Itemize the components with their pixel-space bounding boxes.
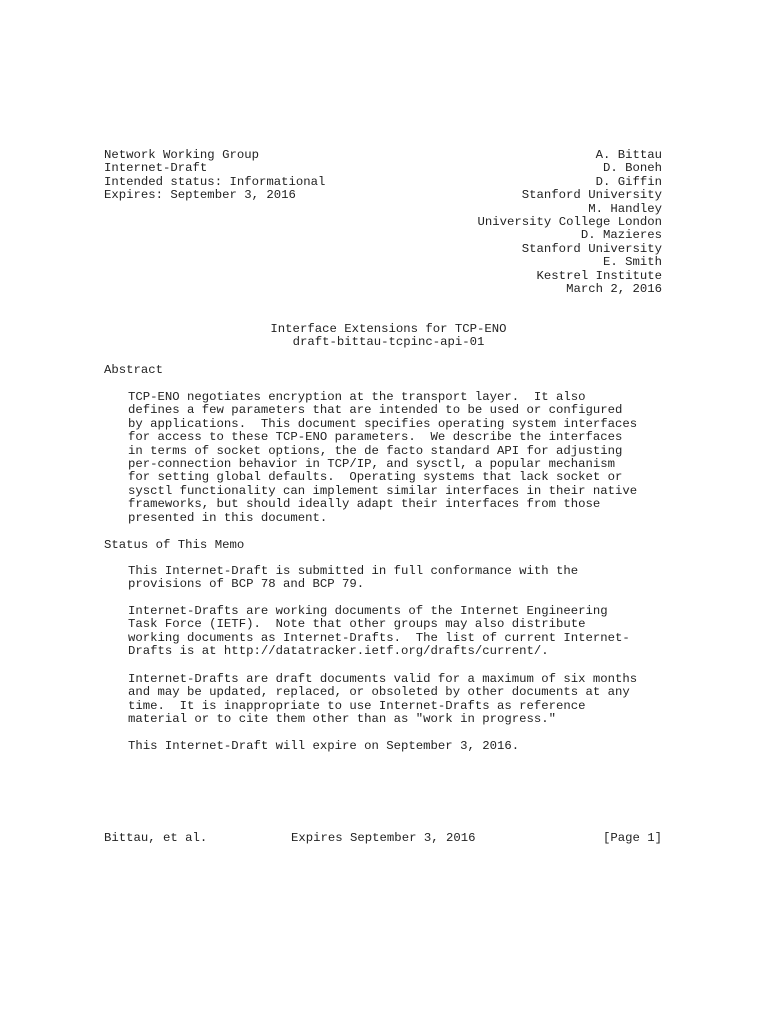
author-name: D. Mazieres [580,228,662,243]
header-left-block [104,149,325,203]
abstract-line: per-connection behavior in TCP/IP, and sysctl, a popular mechanism [128,457,616,472]
abstract-line: for access to these TCP-ENO parameters. We describe the interfaces [128,430,623,445]
status-line: This Internet-Draft is submitted in full conformance with the [128,564,579,578]
abstract-line: presented in this document. [128,510,328,525]
header-doc-type: Internet-Draft [104,161,208,176]
title-main: Interface Extensions for TCP-ENO [270,322,507,336]
status-paragraph [128,565,668,592]
title-draft-name: draft-bittau-tcpinc-api-01 [292,335,485,350]
author-affiliation: Stanford University [521,188,662,203]
status-line: Drafts is at http://datatracker.ietf.org/drafts/current/. [128,644,549,659]
status-line: Task Force (IETF). Note that other groups may also distribute [128,617,586,632]
header-authors-block [478,149,662,296]
footer-authors: Bittau, et al. [104,831,208,845]
footer-page-number: [Page 1] [602,831,662,845]
document-date: March 2, 2016 [566,282,662,297]
abstract-line: frameworks, but should ideally adapt their interfaces from those [128,497,601,512]
author-name: D. Boneh [602,161,662,176]
status-line: working documents as Internet-Drafts. The list of current Internet- [128,630,630,645]
author-name: A. Bittau [595,148,662,162]
document-title [104,323,673,350]
header-expires: Expires: September 3, 2016 [104,188,296,203]
author-affiliation: University College London [477,215,662,230]
author-name: D. Giffin [595,174,662,189]
status-paragraph [128,673,668,727]
abstract-line: defines a few parameters that are intended to be used or configured [128,403,623,418]
abstract-heading: Abstract [104,363,164,377]
status-paragraph [128,605,668,659]
abstract-line: sysctl functionality can implement similar interfaces in their native [128,483,638,498]
status-line: This Internet-Draft will expire on September 3, 2016. [128,739,520,753]
abstract-line: for setting global defaults. Operating systems that lack socket or [128,470,623,485]
status-line: material or to cite them other than as "work in progress." [128,712,557,727]
abstract-line: in terms of socket options, the de facto standard API for adjusting [128,443,623,458]
author-affiliation: Stanford University [521,241,662,256]
header-working-group: Network Working Group [104,148,259,162]
status-line: time. It is inappropriate to use Internet-Drafts as reference [128,698,586,713]
author-name: M. Handley [588,201,662,216]
abstract-line: by applications. This document specifies operating system interfaces [128,416,638,431]
status-line: Internet-Drafts are draft documents valid for a maximum of six months [128,672,638,686]
status-line: provisions of BCP 78 and BCP 79. [128,577,365,592]
status-line: Internet-Drafts are working documents of the Internet Engineering [128,604,608,618]
status-line: and may be updated, replaced, or obsoleted by other documents at any [128,685,630,700]
author-name: E. Smith [602,255,662,270]
abstract-line: TCP-ENO negotiates encryption at the transport layer. It also [128,390,586,404]
header-intended-status: Intended status: Informational [104,174,326,189]
page-footer [104,832,662,846]
status-memo-heading: Status of This Memo [104,538,245,552]
author-affiliation: Kestrel Institute [536,268,662,283]
status-paragraph [128,740,668,753]
abstract-paragraph [128,391,668,525]
footer-expiry: Expires September 3, 2016 [291,831,476,845]
